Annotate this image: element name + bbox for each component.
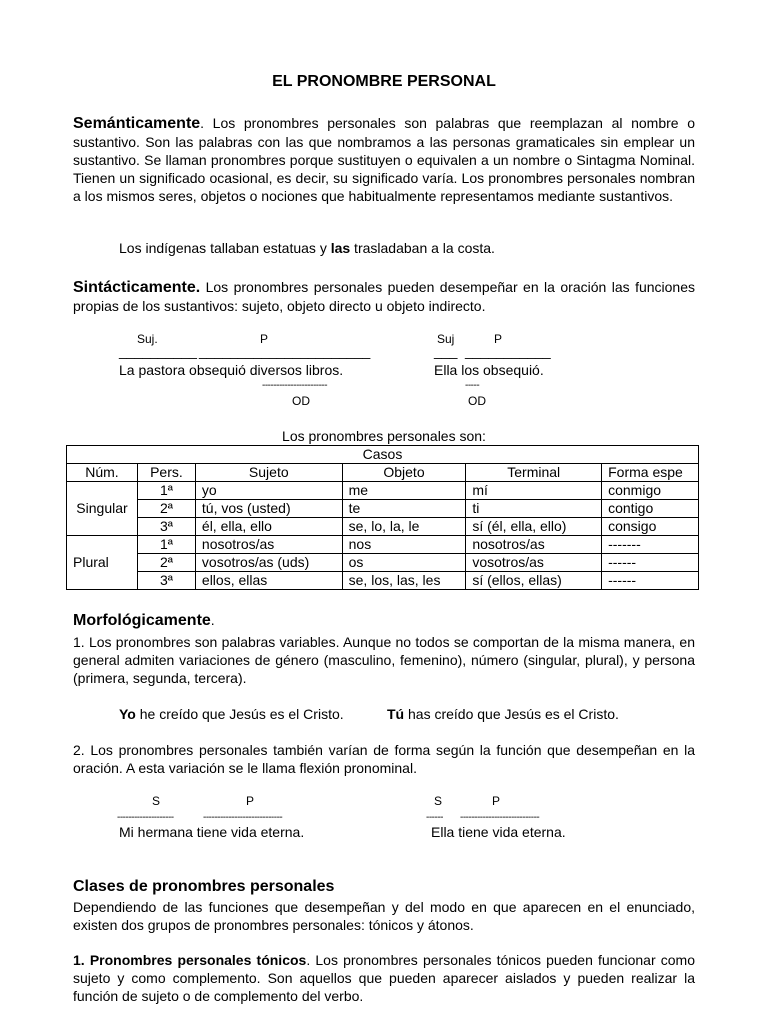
example-text: Los indígenas tallaban estatuas y bbox=[119, 240, 331, 256]
morph-heading: Morfológicamente bbox=[73, 612, 211, 629]
table-row bbox=[67, 518, 699, 536]
cell-sujeto: él, ella, ello bbox=[195, 518, 342, 536]
suj-underline: ___ bbox=[434, 343, 458, 359]
tonic-heading: 1. Pronombres personales tónicos bbox=[73, 952, 307, 968]
cell-sujeto: tú, vos (usted) bbox=[195, 500, 342, 518]
table-row bbox=[67, 536, 699, 554]
pronoun-table bbox=[66, 445, 699, 590]
s-dashes: ------ bbox=[426, 812, 443, 823]
semantic-text: . Los pronombres personales son palabras que reemplazan al nombre o sustantivo. Son las palabras con las que nombramos a las personas gramaticales sin emplear un sustantivo. Se llaman pronombres porque sustituyen o equivalen a un nombre o Sintagma Nominal. Tienen un significado ocasional, es decir, su significado varía. Los pronombres personales nombran a los mismos seres, objetos o nociones que habitualmente representamos mediante sustantivos. bbox=[73, 115, 695, 204]
suj-underline: __________ bbox=[119, 343, 197, 359]
p-label: P bbox=[494, 332, 503, 346]
syntactic-paragraph bbox=[73, 278, 695, 315]
cell-terminal: ti bbox=[466, 500, 602, 518]
example-sentence: La pastora obsequió diversos libros. bbox=[119, 362, 344, 378]
od-dashes: ----------------------- bbox=[262, 380, 328, 391]
example-yo-text: he creído que Jesús es el Cristo. bbox=[135, 706, 344, 722]
cell-terminal: sí (ellos, ellas) bbox=[466, 572, 602, 590]
cell-person: 3ª bbox=[137, 572, 195, 590]
header-pers: Pers. bbox=[137, 464, 195, 482]
s-label: S bbox=[152, 794, 161, 808]
semantic-paragraph bbox=[73, 114, 695, 205]
cell-terminal: sí (él, ella, ello) bbox=[466, 518, 602, 536]
morph-example-yo bbox=[119, 706, 344, 722]
cell-forma: conmigo bbox=[602, 482, 699, 500]
cell-objeto: me bbox=[342, 482, 466, 500]
morph-paragraph-2: 2. Los pronombres personales también varían de forma según la función que desempeñan en la oración. A esta variación se le llama flexión pronominal. bbox=[73, 742, 695, 776]
p-underline: ______________________ bbox=[199, 343, 371, 359]
example-bold-pronoun: las bbox=[330, 240, 351, 256]
cell-person: 2ª bbox=[137, 554, 195, 572]
example-text-end: trasladaban a la costa. bbox=[350, 240, 495, 256]
syntactic-heading: Sintácticamente. bbox=[73, 279, 201, 296]
cell-person: 1ª bbox=[137, 482, 195, 500]
cell-objeto: os bbox=[342, 554, 466, 572]
casos-header: Casos bbox=[67, 446, 699, 464]
cell-objeto: nos bbox=[342, 536, 466, 554]
pronoun-tu: Tú bbox=[387, 706, 405, 722]
header-sujeto: Sujeto bbox=[195, 464, 342, 482]
semantic-heading: Semánticamente bbox=[73, 115, 201, 132]
morph-heading-line bbox=[73, 612, 215, 630]
table-row bbox=[67, 500, 699, 518]
cell-forma: ------ bbox=[602, 554, 699, 572]
p-label: P bbox=[246, 794, 255, 808]
cell-sujeto: nosotros/as bbox=[195, 536, 342, 554]
cell-objeto: se, lo, la, le bbox=[342, 518, 466, 536]
pronoun-yo: Yo bbox=[119, 706, 136, 722]
morph-heading-dot: . bbox=[210, 612, 215, 628]
example-sentence: Mi hermana tiene vida eterna. bbox=[119, 824, 305, 840]
cell-forma: ------- bbox=[602, 536, 699, 554]
suj-label: Suj bbox=[437, 332, 455, 346]
od-label: OD bbox=[468, 394, 486, 408]
cell-terminal: mí bbox=[466, 482, 602, 500]
cell-terminal: nosotros/as bbox=[466, 536, 602, 554]
morph-paragraph-1: 1. Los pronombres son palabras variables. Aunque no todos se comportan de la misma manera, en general admiten variaciones de género (masculino, femenino), número (singular, plural), y persona (primera, segunda, tercera). bbox=[73, 634, 695, 686]
morph-example-tu bbox=[387, 706, 619, 722]
cell-person: 1ª bbox=[137, 536, 195, 554]
p-dashes: ---------------------------- bbox=[203, 812, 283, 823]
cell-forma: consigo bbox=[602, 518, 699, 536]
cell-objeto: te bbox=[342, 500, 466, 518]
syntactic-text: Los pronombres personales pueden desempeñar en la oración las funciones propias de los sustantivos: sujeto, objeto directo u objeto indirecto. bbox=[73, 279, 695, 314]
table-header-row bbox=[67, 464, 699, 482]
tonic-text: . Los pronombres personales tónicos pueden funcionar como sujeto y como complemento. Son aquellos que pueden aparecer aislados y pueden realizar la función de sujeto o de complemento del verbo. bbox=[73, 952, 695, 1004]
table-row bbox=[67, 572, 699, 590]
cell-sujeto: ellos, ellas bbox=[195, 572, 342, 590]
example-tu-text: has creído que Jesús es el Cristo. bbox=[404, 706, 619, 722]
table-casos-row bbox=[67, 446, 699, 464]
cell-forma: ------ bbox=[602, 572, 699, 590]
semantic-example bbox=[119, 240, 495, 256]
group-label-plural: Plural bbox=[67, 536, 138, 590]
p-label: P bbox=[492, 794, 501, 808]
table-row bbox=[67, 482, 699, 500]
table-caption: Los pronombres personales son: bbox=[282, 428, 486, 444]
suj-label: Suj. bbox=[137, 332, 158, 346]
classes-paragraph: Dependiendo de las funciones que desempeñan y del modo en que aparecen en el enunciado, existen dos grupos de pronombres personales: tónicos y átonos. bbox=[73, 899, 695, 933]
example-sentence: Ella tiene vida eterna. bbox=[431, 824, 566, 840]
p-underline: ___________ bbox=[465, 343, 551, 359]
cell-person: 2ª bbox=[137, 500, 195, 518]
cell-forma: contigo bbox=[602, 500, 699, 518]
s-label: S bbox=[434, 794, 443, 808]
page-title: EL PRONOMBRE PERSONAL bbox=[272, 73, 496, 90]
classes-heading: Clases de pronombres personales bbox=[73, 878, 335, 895]
header-objeto: Objeto bbox=[342, 464, 466, 482]
tonic-paragraph bbox=[73, 951, 695, 1005]
cell-sujeto: vosotros/as (uds) bbox=[195, 554, 342, 572]
header-forma-especial: Forma espe bbox=[602, 464, 699, 482]
s-dashes: -------------------- bbox=[117, 812, 174, 823]
table-row bbox=[67, 554, 699, 572]
example-sentence: Ella los obsequió. bbox=[434, 362, 544, 378]
p-dashes: ---------------------------- bbox=[460, 812, 540, 823]
od-label: OD bbox=[292, 394, 310, 408]
header-terminal: Terminal bbox=[466, 464, 602, 482]
cell-objeto: se, los, las, les bbox=[342, 572, 466, 590]
cell-person: 3ª bbox=[137, 518, 195, 536]
od-dashes: ----- bbox=[465, 380, 480, 391]
cell-terminal: vosotros/as bbox=[466, 554, 602, 572]
cell-sujeto: yo bbox=[195, 482, 342, 500]
header-num: Núm. bbox=[67, 464, 138, 482]
p-label: P bbox=[260, 332, 269, 346]
group-label-singular: Singular bbox=[67, 482, 138, 536]
